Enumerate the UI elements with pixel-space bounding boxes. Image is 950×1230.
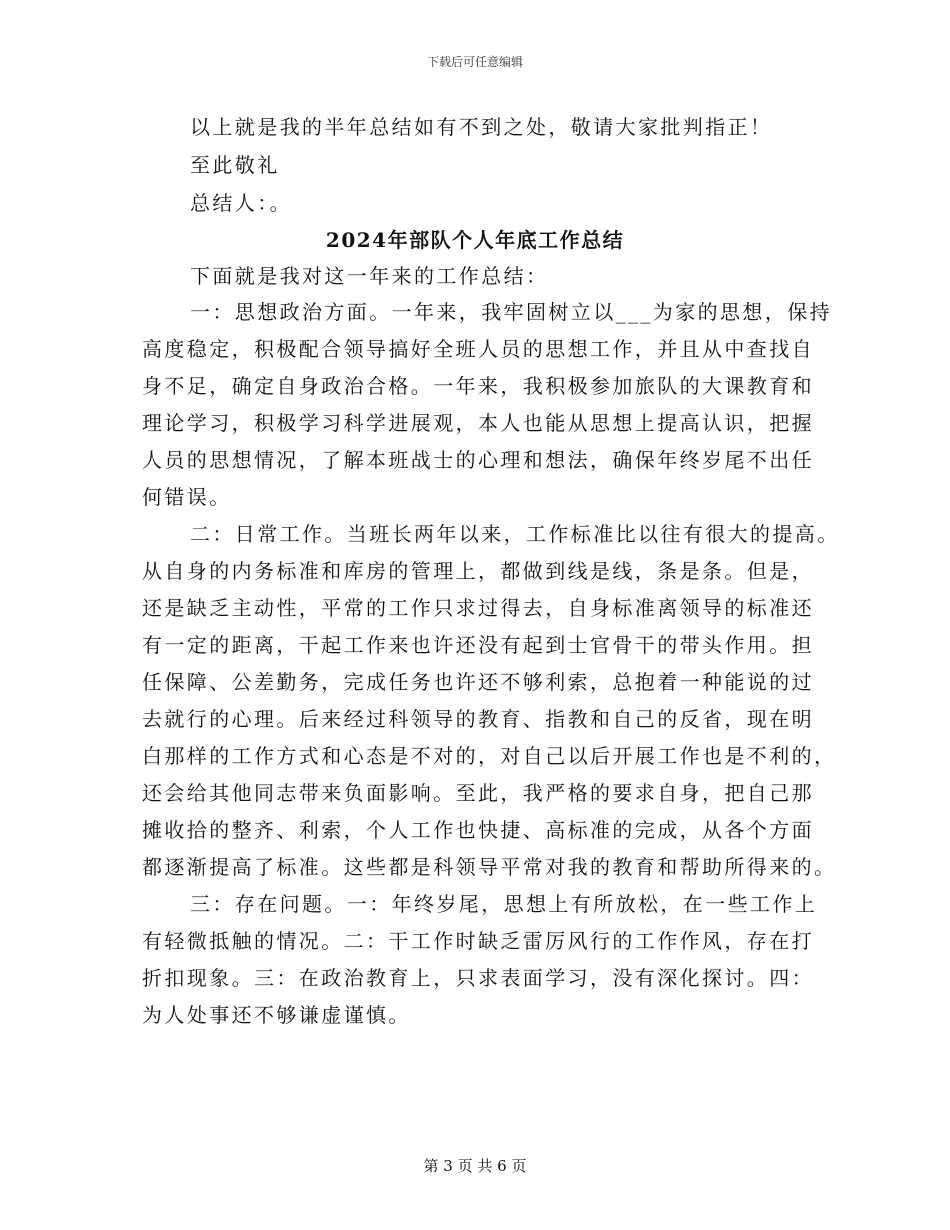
paragraph-line: 任保障、公差勤务，完成任务也许还不够利索，总抱着一种能说的过 [142,670,814,694]
paragraph-line: 人员的思想情况，了解本班战士的心理和想法，确保年终岁尾不出任 [142,448,814,472]
paragraph-line: 为人处事还不够谦虚谨慎。 [142,1003,411,1027]
paragraph-line: 摊收拾的整齐、利索，个人工作也快捷、高标准的完成，从各个方面 [142,818,814,842]
paragraph-line: 有一定的距离，干起工作来也许还没有起到士官骨干的带头作用。担 [142,633,814,657]
closing-line-2: 至此敬礼 [190,153,280,177]
paragraph-line: 折扣现象。三：在政治教育上，只求表面学习，没有深化探讨。四： [142,966,814,990]
paragraph-line: 还是缺乏主动性，平常的工作只求过得去，自身标准离领导的标准还 [142,596,814,620]
paragraph-line: 白那样的工作方式和心态是不对的，对自己以后开展工作也是不利的， [142,744,837,768]
paragraph-line: 都逐渐提高了标准。这些都是科领导平常对我的教育和帮助所得来的。 [142,855,837,879]
paragraph-line: 身不足，确定自身政治合格。一年来，我积极参加旅队的大课教育和 [142,374,814,398]
paragraph-line: 何错误。 [142,485,232,509]
paragraph-line: 有轻微抵触的情况。二：干工作时缺乏雷厉风行的工作作风，存在打 [142,929,814,953]
closing-line-3: 总结人：。 [190,191,292,215]
paragraph-line: 二：日常工作。当班长两年以来，工作标准比以往有很大的提高。 [190,522,840,546]
paragraph-line: 从自身的内务标准和库房的管理上，都做到线是线，条是条。但是， [142,559,814,583]
paragraph-line: 还会给其他同志带来负面影响。至此，我严格的要求自身，把自己那 [142,781,814,805]
paragraph-line: 理论学习，积极学习科学进展观，本人也能从思想上提高认识，把握 [142,411,814,435]
page-header-note: 下载后可任意编辑 [426,55,523,69]
page-number: 第 3 页 共 6 页 [423,1157,527,1175]
paragraph-line: 下面就是我对这一年来的工作总结： [190,264,549,288]
paragraph-line: 高度稳定，积极配合领导搞好全班人员的思想工作，并且从中查找自 [142,337,814,361]
paragraph-line: 三：存在问题。一：年终岁尾，思想上有所放松，在一些工作上 [190,892,818,916]
paragraph-line: 去就行的心理。后来经过科领导的教育、指教和自己的反省，现在明 [142,707,814,731]
paragraph-line: 一：思想政治方面。一年来，我牢固树立以___为家的思想，保持 [190,300,832,324]
article-title: 2024年部队个人年底工作总结 [325,228,625,252]
closing-line-1: 以上就是我的半年总结如有不到之处，敬请大家批判指正！ [190,115,773,139]
